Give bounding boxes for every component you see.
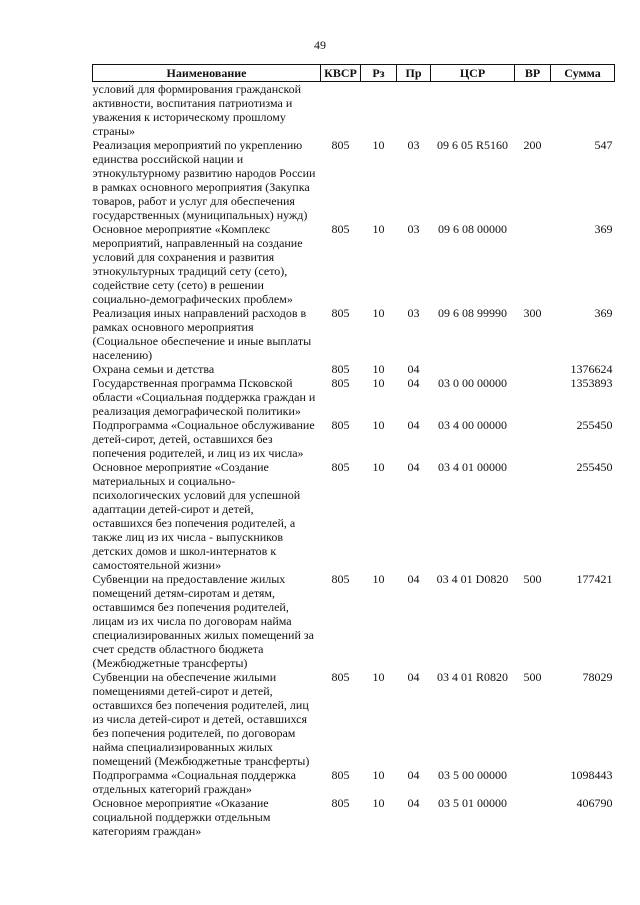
cell-name: условий для формирования гражданской активности, воспитания патриотизма и уважения к историческому прошлому страны» xyxy=(92,82,302,138)
cell-pr: 03 xyxy=(407,138,420,152)
cell-rz: 10 xyxy=(372,572,385,586)
cell-vr xyxy=(515,222,551,306)
cell-name: Субвенции на предоставление жилых помещений детям-сиротам и детям, оставшимся без попечения родителей, лицам из их числа по договорам найма специализированных жилых помещений за счет средств областного бюджета (Межбюджетные трансферты) xyxy=(92,572,314,670)
cell-csr: 09 6 08 00000 xyxy=(438,222,507,236)
cell-sum: 78029 xyxy=(582,670,613,684)
cell-pr: 04 xyxy=(407,572,420,586)
cell-sum: 1353893 xyxy=(570,376,613,390)
cell-name: Государственная программа Псковской области «Социальная поддержка граждан и реализация демографической политики» xyxy=(92,376,316,418)
cell-sum: 255450 xyxy=(576,418,613,432)
cell-csr: 03 4 00 00000 xyxy=(438,418,507,432)
cell-name: Подпрограмма «Социальная поддержка отдельных категорий граждан» xyxy=(92,768,296,796)
cell-csr: 03 5 00 00000 xyxy=(438,768,507,782)
cell-kvsr: 805 xyxy=(331,306,350,320)
cell-name: Подпрограмма «Социальное обслуживание детей-сирот, детей, оставшихся без попечения родителей, и лиц из их числа» xyxy=(92,418,315,460)
cell-rz: 10 xyxy=(372,418,385,432)
cell-rz: 10 xyxy=(372,670,385,684)
page-number: 49 xyxy=(314,38,326,52)
cell-kvsr: 805 xyxy=(331,768,350,782)
cell-name: Основное мероприятие «Комплекс мероприятий, направленный на создание условий для сохранения и развития этнокультурных традиций сету (сето), содействие сету (сето) в решении социально-демографических проблем» xyxy=(92,222,303,306)
cell-vr: 200 xyxy=(523,138,542,152)
cell-vr xyxy=(515,768,551,796)
cell-rz: 10 xyxy=(372,460,385,474)
cell-pr: 03 xyxy=(407,222,420,236)
cell-rz: 10 xyxy=(372,222,385,236)
cell-rz: 10 xyxy=(372,138,385,152)
cell-vr: 500 xyxy=(523,572,542,586)
table-row xyxy=(93,670,615,768)
cell-name: Реализация мероприятий по укреплению единства российской нации и этнокультурному развитию народов России в рамках основного мероприятия (Закупка товаров, работ и услуг для обеспечения государственных (муниципальных) нужд) xyxy=(92,138,316,222)
cell-kvsr: 805 xyxy=(331,138,350,152)
column-header-name: Наименование xyxy=(93,65,321,82)
cell-pr: 04 xyxy=(407,362,420,376)
cell-csr: 09 6 08 99990 xyxy=(438,306,507,320)
table-header-row xyxy=(93,65,615,82)
cell-vr xyxy=(515,82,551,139)
cell-sum: 255450 xyxy=(576,460,613,474)
column-header-sum: Сумма xyxy=(551,65,615,82)
cell-sum: 369 xyxy=(594,222,613,236)
cell-name: Реализация иных направлений расходов в рамках основного мероприятия (Социальное обеспечение и иные выплаты населению) xyxy=(92,306,312,362)
cell-rz: 10 xyxy=(372,796,385,810)
cell-kvsr: 805 xyxy=(331,796,350,810)
cell-kvsr: 805 xyxy=(331,418,350,432)
cell-sum: 369 xyxy=(594,306,613,320)
cell-pr: 04 xyxy=(407,376,420,390)
cell-kvsr: 805 xyxy=(331,572,350,586)
cell-vr xyxy=(515,796,551,838)
table-row xyxy=(93,138,615,222)
cell-vr xyxy=(515,362,551,376)
cell-name: Субвенции на обеспечение жилыми помещениями детей-сирот и детей, оставшихся без попечения родителей, лиц из числа детей-сирот и детей, оставшихся без попечения родителей, по договорам найма специализированных жилых помещений (Межбюджетные трансферты) xyxy=(92,670,310,768)
cell-sum xyxy=(551,82,615,139)
column-header-kvsr: КВСР xyxy=(321,65,361,82)
cell-kvsr: 805 xyxy=(331,376,350,390)
cell-vr: 300 xyxy=(523,306,542,320)
budget-table xyxy=(92,64,615,838)
cell-csr xyxy=(431,362,515,376)
table-body xyxy=(93,82,615,839)
table-row xyxy=(93,796,615,838)
column-header-pr: Пр xyxy=(397,65,431,82)
cell-sum: 177421 xyxy=(576,572,613,586)
cell-sum: 1376624 xyxy=(570,362,613,376)
table-row xyxy=(93,362,615,376)
column-header-csr: ЦСР xyxy=(431,65,515,82)
cell-rz xyxy=(361,82,397,139)
cell-vr xyxy=(515,418,551,460)
cell-rz: 10 xyxy=(372,362,385,376)
cell-csr: 03 4 01 D0820 xyxy=(436,572,509,586)
column-header-rz: Рз xyxy=(361,65,397,82)
cell-csr: 03 4 01 R0820 xyxy=(436,670,508,684)
cell-vr: 500 xyxy=(523,670,542,684)
cell-pr: 03 xyxy=(407,306,420,320)
table-row xyxy=(93,768,615,796)
cell-kvsr: 805 xyxy=(331,460,350,474)
cell-kvsr: 805 xyxy=(331,670,350,684)
cell-vr xyxy=(515,376,551,418)
cell-pr: 04 xyxy=(407,418,420,432)
cell-name: Основное мероприятие «Создание материальных и социально-психологических условий для успешной адаптации детей-сирот и детей, оставшихся без попечения родителей, а также лиц из их числа - выпускников детских домов и школ-интернатов к самостоятельной жизни» xyxy=(92,460,301,572)
table-row xyxy=(93,82,615,139)
cell-vr xyxy=(515,460,551,572)
table-row xyxy=(93,222,615,306)
table-row xyxy=(93,376,615,418)
table-row xyxy=(93,306,615,362)
column-header-vr: ВР xyxy=(515,65,551,82)
cell-kvsr: 805 xyxy=(331,362,350,376)
table-row xyxy=(93,572,615,670)
cell-kvsr xyxy=(321,82,361,139)
cell-pr: 04 xyxy=(407,670,420,684)
cell-kvsr: 805 xyxy=(331,222,350,236)
cell-sum: 1098443 xyxy=(570,768,613,782)
cell-csr: 03 0 00 00000 xyxy=(438,376,507,390)
cell-rz: 10 xyxy=(372,376,385,390)
cell-pr: 04 xyxy=(407,796,420,810)
cell-rz: 10 xyxy=(372,306,385,320)
cell-csr: 09 6 05 R5160 xyxy=(436,138,508,152)
cell-pr xyxy=(397,82,431,139)
cell-sum: 406790 xyxy=(576,796,613,810)
cell-pr: 04 xyxy=(407,460,420,474)
cell-name: Основное мероприятие «Оказание социальной поддержки отдельным категориям граждан» xyxy=(92,796,271,838)
cell-pr: 04 xyxy=(407,768,420,782)
table-row xyxy=(93,460,615,572)
cell-csr xyxy=(431,82,515,139)
table-row xyxy=(93,418,615,460)
cell-name: Охрана семьи и детства xyxy=(92,362,215,376)
cell-csr: 03 5 01 00000 xyxy=(438,796,507,810)
cell-sum: 547 xyxy=(594,138,613,152)
cell-csr: 03 4 01 00000 xyxy=(438,460,507,474)
cell-rz: 10 xyxy=(372,768,385,782)
